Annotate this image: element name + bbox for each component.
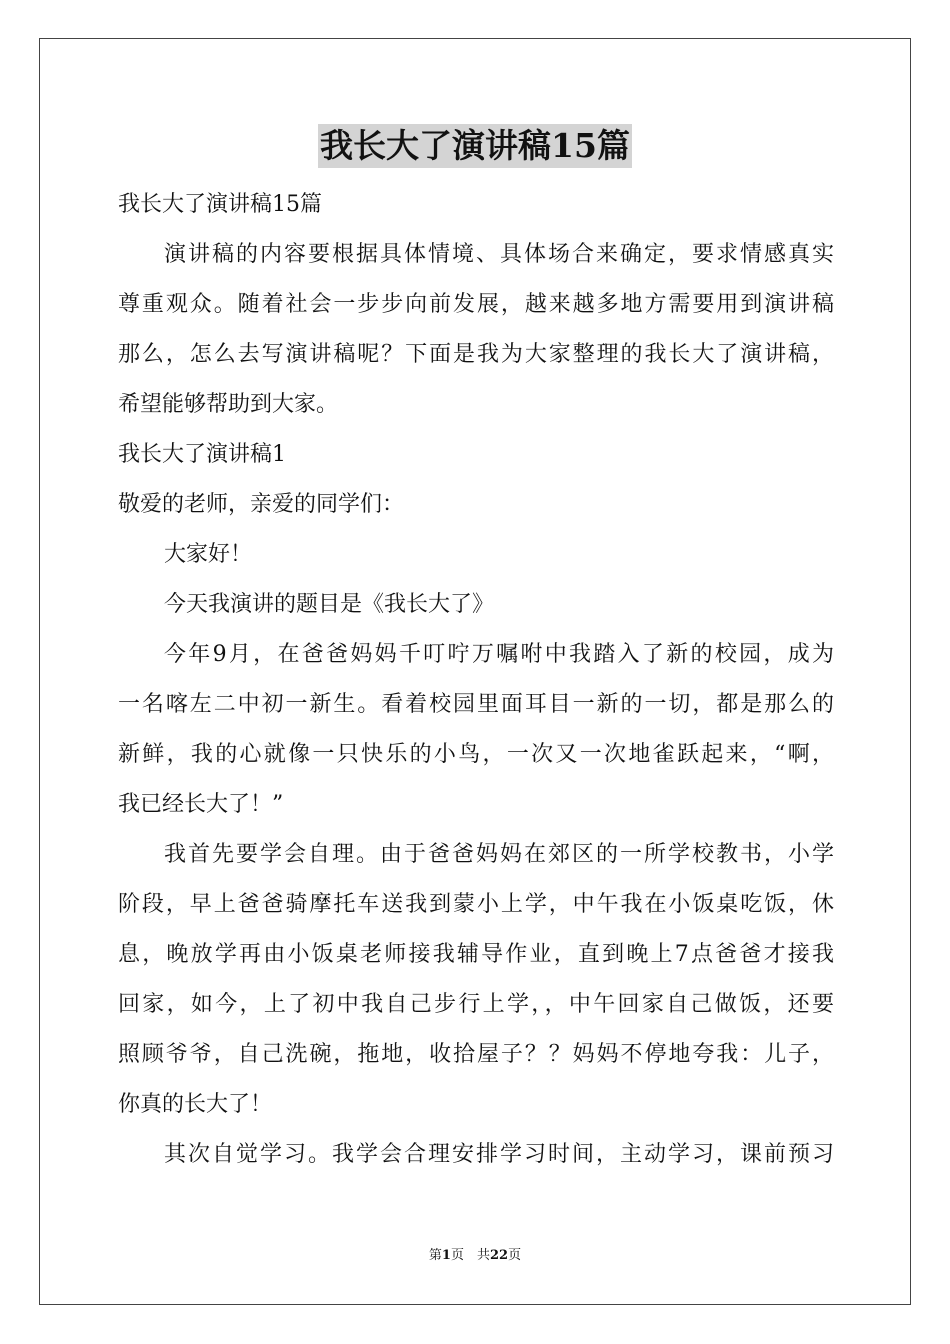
footer-suffix: 页 <box>508 1248 522 1263</box>
body-line: 你真的长大了！ <box>118 1092 273 1117</box>
body-line: 新鲜，我的心就像一只快乐的小鸟，一次又一次地雀跃起来，“啊， <box>118 742 834 767</box>
footer-current-page: 1 <box>441 1248 451 1263</box>
body-line: 我首先要学会自理。由于爸爸妈妈在郊区的一所学校教书，小学 <box>164 842 834 867</box>
body-line: 今年9月，在爸爸妈妈千叮咛万嘱咐中我踏入了新的校园，成为 <box>164 642 834 667</box>
footer-middle: 页 共 <box>450 1248 490 1263</box>
body-line: 演讲稿的内容要根据具体情境、具体场合来确定，要求情感真实 <box>164 242 834 267</box>
body-line: 回家，如今，上了初中我自己步行上学，，中午回家自己做饭，还要 <box>118 992 834 1017</box>
footer-total-pages: 22 <box>489 1248 509 1263</box>
body-line: 其次自觉学习。我学会合理安排学习时间，主动学习，课前预习 <box>164 1142 834 1167</box>
section-heading: 我长大了演讲稿1 <box>118 442 286 467</box>
body-line: 希望能够帮助到大家。 <box>118 392 339 417</box>
document-body <box>118 180 834 1180</box>
body-line: 那么，怎么去写演讲稿呢？下面是我为大家整理的我长大了演讲稿， <box>118 342 834 367</box>
footer-prefix: 第 <box>428 1248 442 1263</box>
document-title: 我长大了演讲稿15篇 <box>318 124 632 168</box>
body-line: 今天我演讲的题目是《我长大了》 <box>164 592 495 617</box>
title-container <box>0 124 950 168</box>
body-line: 敬爱的老师，亲爱的同学们： <box>118 492 405 517</box>
body-line: 阶段，早上爸爸骑摩托车送我到蒙小上学，中午我在小饭桌吃饭，休 <box>118 892 834 917</box>
body-line: 照顾爷爷，自己洗碗，拖地，收拾屋子？？妈妈不停地夸我：儿子， <box>118 1042 834 1067</box>
page-footer <box>0 1246 950 1266</box>
body-line: 我长大了演讲稿15篇 <box>118 192 322 217</box>
body-line: 我已经长大了！” <box>118 792 284 817</box>
body-line: 尊重观众。随着社会一步步向前发展，越来越多地方需要用到演讲稿 <box>118 292 834 317</box>
body-line: 大家好！ <box>164 542 253 567</box>
body-line: 一名喀左二中初一新生。看着校园里面耳目一新的一切，都是那么的 <box>118 692 834 717</box>
body-line: 息，晚放学再由小饭桌老师接我辅导作业，直到晚上7点爸爸才接我 <box>118 942 834 967</box>
